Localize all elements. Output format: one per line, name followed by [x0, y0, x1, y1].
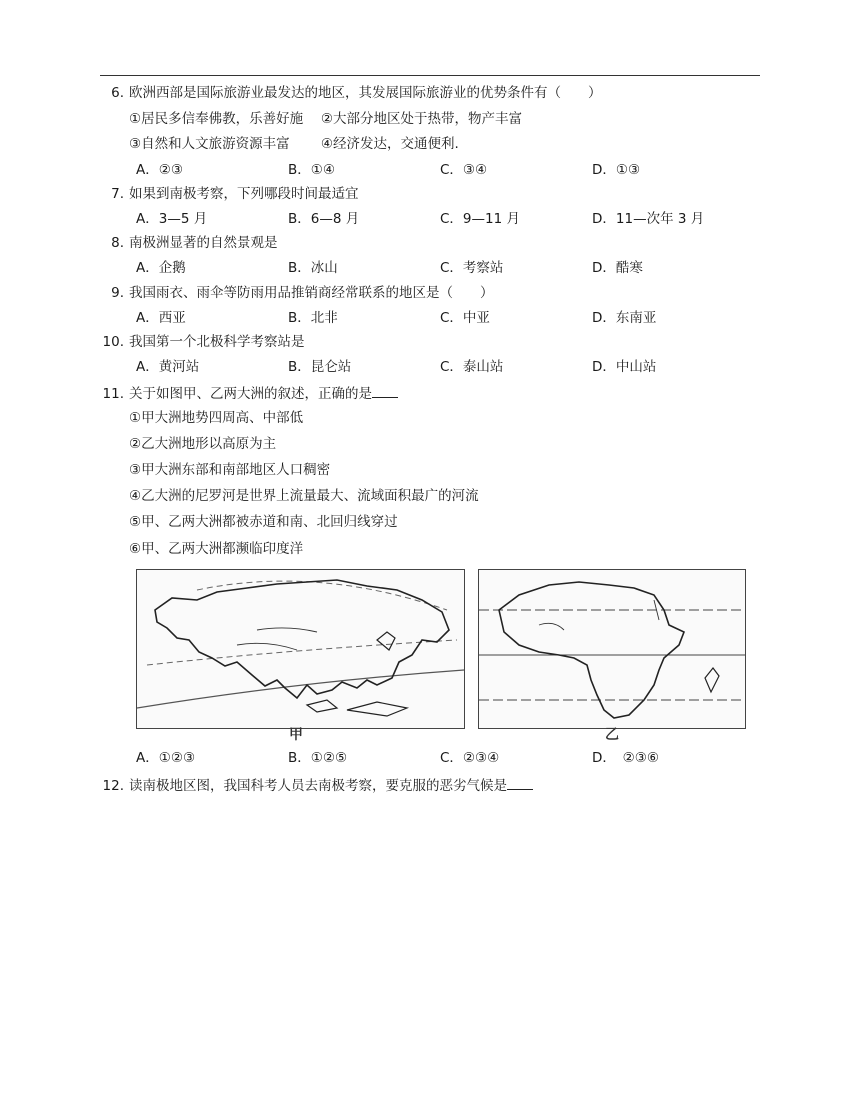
statement: ⑥甲、乙两大洲都濒临印度洋	[129, 541, 304, 557]
question-7	[100, 185, 359, 203]
statement: ②乙大洲地形以高原为主	[129, 436, 277, 452]
option-b[interactable]: B．①④	[288, 162, 335, 178]
question-8	[100, 234, 278, 252]
answer-blank[interactable]	[507, 775, 533, 790]
option-c[interactable]: C．中亚	[440, 310, 490, 326]
statement: ①居民多信奉佛教，乐善好施 ②大部分地区处于热带，物产丰富	[129, 111, 522, 127]
header-rule	[100, 75, 760, 76]
option-b[interactable]: B．北非	[288, 310, 338, 326]
question-6	[100, 84, 602, 102]
statement: ⑤甲、乙两大洲都被赤道和南、北回归线穿过	[129, 514, 398, 530]
question-text: 我国第一个北极科学考察站是	[129, 334, 305, 350]
question-text: 如果到南极考察，下列哪段时间最适宜	[129, 186, 359, 202]
question-10	[100, 333, 305, 351]
africa-map-drawing	[479, 570, 745, 728]
asia-map	[136, 569, 465, 729]
question-text: 关于如图甲、乙两大洲的叙述，正确的是	[129, 386, 372, 402]
question-number: 6.	[111, 85, 124, 101]
statement: ③甲大洲东部和南部地区人口稠密	[129, 462, 331, 478]
map-label-yi: 乙	[605, 727, 619, 743]
question-text: 读南极地区图，我国科考人员去南极考察，要克服的恶劣气候是	[129, 778, 507, 794]
question-number: 7.	[111, 186, 124, 202]
option-b[interactable]: B．昆仑站	[288, 359, 352, 375]
option-d[interactable]: D．①③	[592, 162, 641, 178]
question-number: 8.	[111, 235, 124, 251]
option-c[interactable]: C．9—11 月	[440, 211, 520, 227]
option-a[interactable]: A．①②③	[136, 750, 196, 766]
question-number: 10.	[102, 334, 124, 350]
option-a[interactable]: A．企鹅	[136, 260, 186, 276]
question-text: 我国雨衣、雨伞等防雨用品推销商经常联系的地区是（ ）	[129, 285, 494, 301]
statement: ①甲大洲地势四周高、中部低	[129, 410, 304, 426]
question-text: 南极洲显著的自然景观是	[129, 235, 278, 251]
statement: ③自然和人文旅游资源丰富 ④经济发达，交通便利.	[129, 136, 459, 152]
option-c[interactable]: C．③④	[440, 162, 488, 178]
option-d[interactable]: D．11—次年 3 月	[592, 211, 705, 227]
question-number: 9.	[111, 285, 124, 301]
asia-map-drawing	[137, 570, 464, 728]
question-text: 欧洲西部是国际旅游业最发达的地区，其发展国际旅游业的优势条件有（ ）	[129, 85, 602, 101]
map-label-jia: 甲	[289, 727, 303, 743]
question-9	[100, 284, 494, 302]
option-d[interactable]: D．东南亚	[592, 310, 657, 326]
option-a[interactable]: A．西亚	[136, 310, 186, 326]
option-c[interactable]: C．考察站	[440, 260, 504, 276]
option-a[interactable]: A．②③	[136, 162, 183, 178]
question-number: 11.	[102, 386, 124, 402]
option-b[interactable]: B．①②⑤	[288, 750, 348, 766]
option-c[interactable]: C．泰山站	[440, 359, 504, 375]
option-b[interactable]: B．6—8 月	[288, 211, 360, 227]
option-d[interactable]: D．酷寒	[592, 260, 643, 276]
option-b[interactable]: B．冰山	[288, 260, 338, 276]
question-12	[100, 775, 533, 795]
option-d[interactable]: D． ②③⑥	[592, 750, 659, 766]
option-d[interactable]: D．中山站	[592, 359, 657, 375]
option-c[interactable]: C．②③④	[440, 750, 500, 766]
question-11	[100, 383, 398, 403]
option-a[interactable]: A．3—5 月	[136, 211, 208, 227]
answer-blank[interactable]	[372, 383, 398, 398]
statement: ④乙大洲的尼罗河是世界上流量最大、流域面积最广的河流	[129, 488, 479, 504]
africa-map	[478, 569, 746, 729]
option-a[interactable]: A．黄河站	[136, 359, 200, 375]
question-number: 12.	[102, 778, 124, 794]
